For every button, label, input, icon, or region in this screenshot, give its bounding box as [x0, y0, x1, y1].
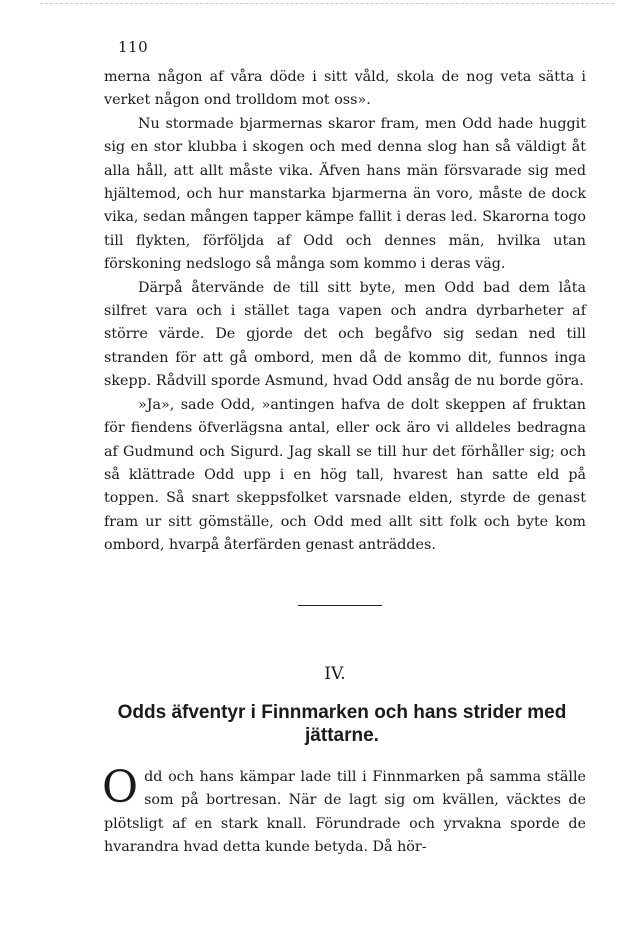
- chapter-opening-text: [102, 762, 586, 860]
- paragraph-continued: merna någon af våra döde i sitt våld, skola de nog veta sätta i verket någon ond trolldom mot oss».: [104, 69, 586, 109]
- section-divider: [298, 605, 382, 606]
- chapter-numeral: IV.: [324, 664, 346, 684]
- chapter-title: Odds äfventyr i Finnmarken och hans strider med jättarne.: [117, 702, 567, 746]
- page-number: 110: [118, 38, 149, 56]
- drop-cap: O: [102, 762, 139, 813]
- paragraph: »Ja», sade Odd, »antingen hafva de dolt skeppen af fruktan för fiendens öfverlägsna antal, eller ock äro vi alldeles bedragna af Gudmund och Sigurd. Jag skall se till hur det förhåller sig; och så klättrade Odd upp i en hög tall, hvarest han satte eld på toppen. Så snart skeppsfolket varsnade elden, styrde de genast fram ur sitt gömställe, och Odd med allt sitt folk och byte kom ombord, hvarpå återfärden genast anträddes.: [104, 396, 586, 554]
- top-edge-line: [40, 3, 614, 4]
- body-text: [104, 66, 586, 558]
- chapter-opening-paragraph: [102, 762, 586, 860]
- paragraph: Därpå återvände de till sitt byte, men Odd bad dem låta silfret vara och i stället taga vapen och andra dyrbarheter af större värde. De gjorde det och begåfvo sig sedan ned till stranden för att gå ombord, men då de kommo dit, funnos inga skepp. Rådvill sporde Asmund, hvad Odd ansåg de nu borde göra.: [104, 279, 586, 390]
- chapter-opening-body: dd och hans kämpar lade till i Finnmarken på samma ställe som på bortresan. När de lagt sig om kvällen, väcktes de plötsligt af en stark knall. Förundrade och yrvakna sporde de hvarandra hvad detta kunde betyda. Då hör-: [104, 769, 586, 856]
- paragraph: Nu stormade bjarmernas skaror fram, men Odd hade huggit sig en stor klubba i skogen och med denna slog han så väldigt åt alla håll, att allt måste vika. Äfven hans män försvarade sig med hjältemod, och hur manstarka bjarmerna än voro, måste de dock vika, sedan mången tapper kämpe fallit i deras led. Skarorna togo till flykten, förföljda af Odd och dennes män, hvilka utan förskoning nedslogo så många som kommo i deras väg.: [104, 115, 586, 273]
